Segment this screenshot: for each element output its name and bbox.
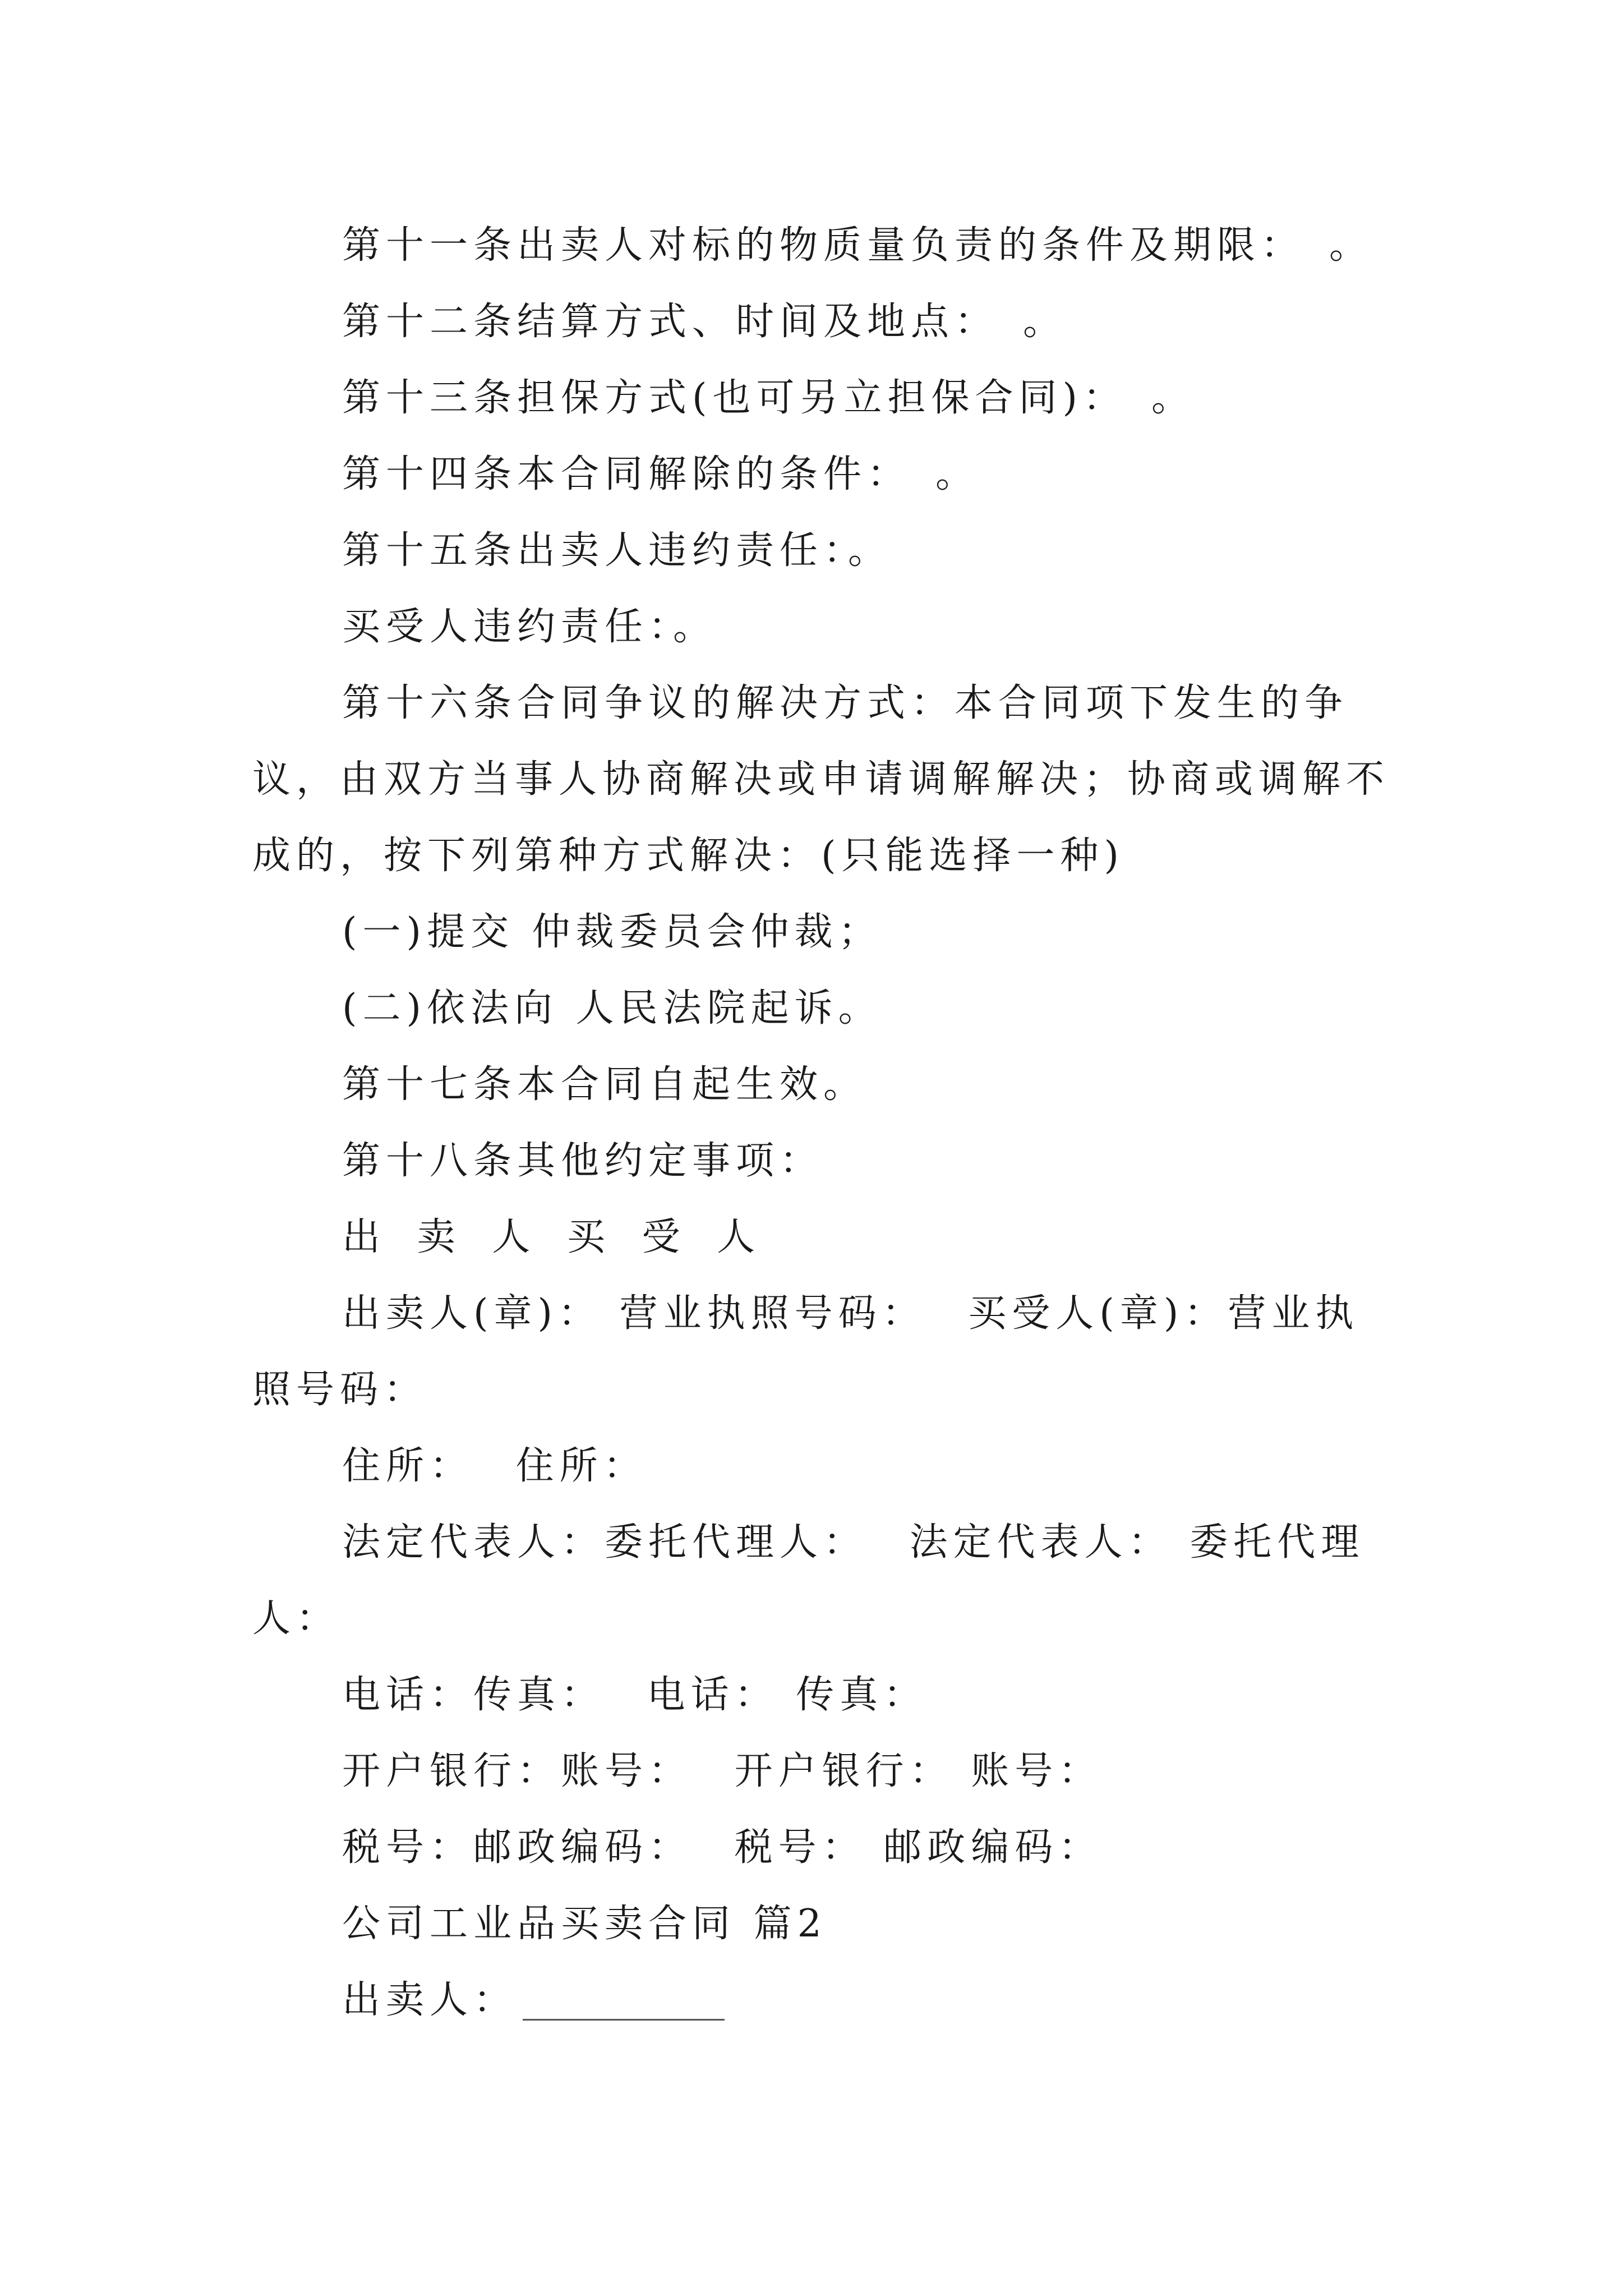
signature-phone-fax: 电话：传真： 电话： 传真： [342, 1673, 928, 1717]
signature-bank-account: 开户银行：账号： 开户银行： 账号： [342, 1749, 1103, 1793]
signature-representative: 法定代表人：委托代理人： 法定代表人： 委托代理人： [252, 1520, 1365, 1641]
signature-address: 住所： 住所： [342, 1444, 647, 1488]
clause-18: 第十八条其他约定事项： [342, 1139, 824, 1183]
clause-16-option-1: (一)提交 仲裁委员会仲裁； [342, 910, 882, 954]
seller-label: 出卖人： [342, 1978, 518, 2022]
clause-13: 第十三条担保方式(也可另立担保合同)： 。 [342, 376, 1196, 420]
clause-15-buyer-liability: 买受人违约责任：。 [342, 605, 717, 649]
clause-14: 第十四条本合同解除的条件： 。 [342, 452, 980, 496]
contract-2-title: 公司工业品买卖合同 篇2 [342, 1902, 827, 1946]
seller-blank-underline [523, 1985, 725, 2021]
contract-2-seller-line [252, 1962, 1396, 2039]
clause-16-option-2: (二)依法向 人民法院起诉。 [342, 986, 882, 1030]
clause-17: 第十七条本合同自起生效。 [342, 1062, 868, 1107]
signature-seal-license: 出卖人(章)： 营业执照号码： 买受人(章)：营业执照号码： [252, 1291, 1359, 1412]
document-body [252, 208, 1396, 2039]
clause-16: 第十六条合同争议的解决方式：本合同项下发生的争议，由双方当事人协商解决或申请调解解决；协商或调解不成的，按下列第种方式解决：(只能选择一种) [252, 681, 1390, 878]
signature-tax-postcode: 税号：邮政编码： 税号： 邮政编码： [342, 1825, 1103, 1870]
signature-heading: 出 卖 人 买 受 人 [342, 1215, 768, 1259]
clause-12: 第十二条结算方式、时间及地点： 。 [342, 300, 1067, 344]
clause-15-seller-liability: 第十五条出卖人违约责任：。 [342, 528, 892, 573]
clause-11: 第十一条出卖人对标的物质量负责的条件及期限： 。 [342, 223, 1373, 268]
